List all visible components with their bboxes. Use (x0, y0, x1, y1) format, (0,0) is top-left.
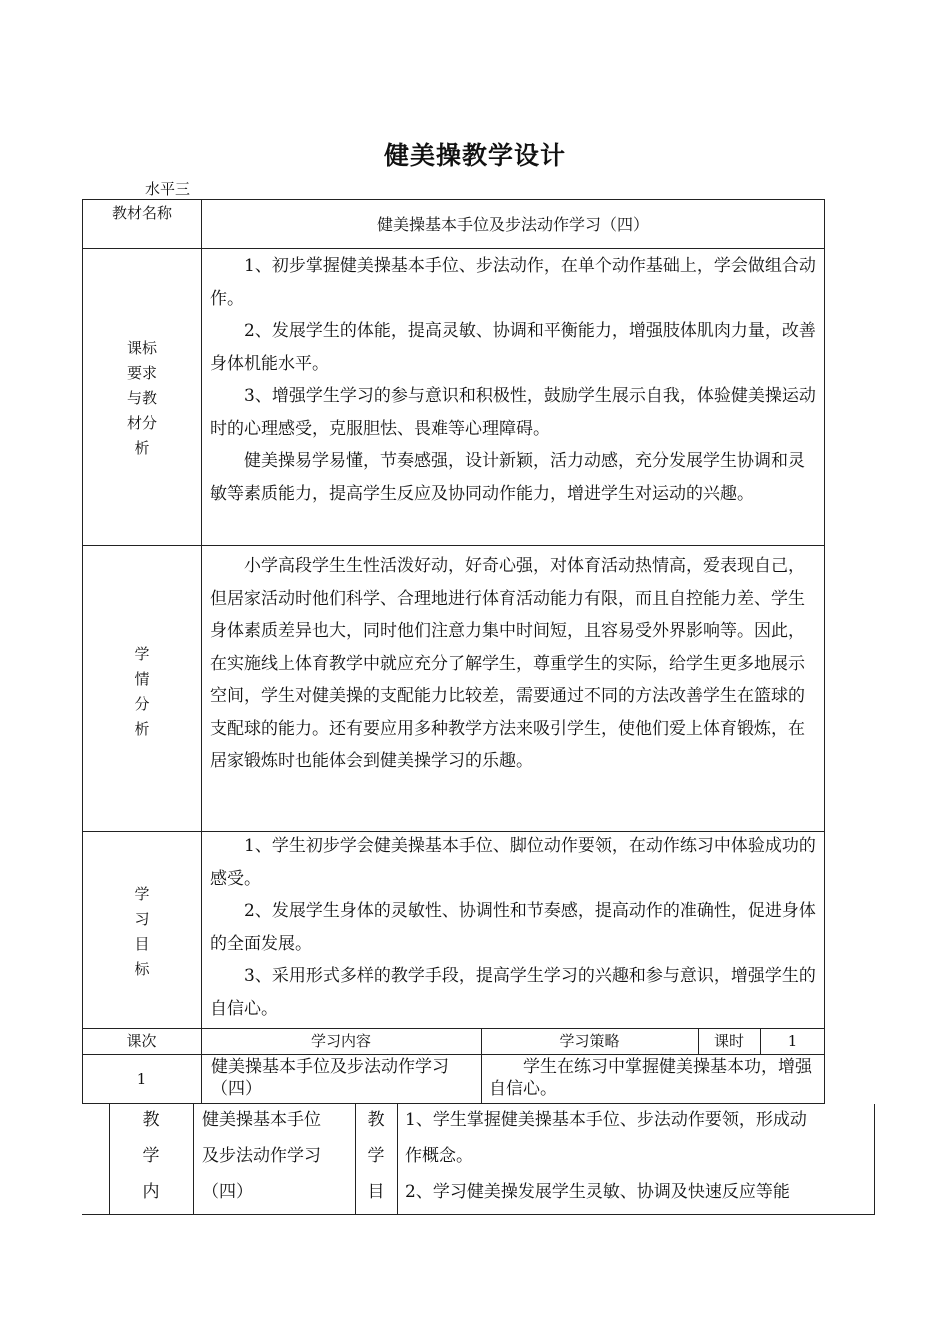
row-strategy: 学生在练习中掌握健美操基本功，增强自信心。 (489, 1057, 812, 1099)
goals-paragraph: 2、发展学生身体的灵敏性、协调性和节奏感，提高动作的准确性，促进身体的全面发展。 (210, 901, 816, 954)
content-line: （四） (202, 1182, 253, 1202)
material-value: 健美操基本手位及步法动作学习（四） (376, 215, 649, 234)
curriculum-paragraph: 健美操易学易懂，节奏感强，设计新颖，活力动感，充分发展学生协调和灵敏等素质能力，提高学生反应及协同动作能力，增进学生对运动的兴趣。 (210, 451, 805, 504)
material-label: 教材名称 (112, 204, 173, 222)
row-content: 健美操基本手位及步法动作学习（四） (211, 1057, 449, 1099)
curriculum-label: 课标要求与教材分析 (126, 339, 157, 457)
header-content: 学习内容 (310, 1032, 371, 1050)
teaching-content-label (109, 1102, 193, 1210)
goal-line: 1、学生掌握健美操基本手位、步法动作要领，形成动 (405, 1110, 807, 1130)
label-char: 内 (142, 1182, 160, 1202)
label-char: 教 (367, 1110, 385, 1130)
level-label: 水平三 (145, 180, 191, 198)
row-lesson: 1 (136, 1070, 147, 1088)
goals-label: 学习目标 (134, 885, 150, 978)
header-hours-value: 1 (787, 1032, 798, 1050)
curriculum-paragraph: 1、初步掌握健美操基本手位、步法动作，在单个动作基础上，学会做组合动作。 (210, 256, 816, 309)
header-hours: 课时 (713, 1032, 744, 1050)
students-content (210, 550, 817, 778)
curriculum-content (210, 250, 817, 510)
curriculum-paragraph: 3、增强学生学习的参与意识和积极性，鼓励学生展示自我，体验健美操运动时的心理感受，克服胆怯、畏难等心理障碍。 (210, 386, 816, 439)
teaching-goal (405, 1102, 873, 1210)
header-strategy: 学习策略 (559, 1032, 620, 1050)
label-char: 学 (142, 1146, 160, 1166)
content-line: 健美操基本手位 (202, 1110, 321, 1130)
students-label: 学情分析 (134, 645, 150, 738)
content-line: 及步法动作学习 (202, 1146, 321, 1166)
header-lesson: 课次 (126, 1032, 157, 1050)
label-char: 学 (367, 1146, 385, 1166)
goals-paragraph: 1、学生初步学会健美操基本手位、脚位动作要领，在动作练习中体验成功的感受。 (210, 836, 816, 889)
label-char: 目 (367, 1182, 385, 1202)
teaching-content (202, 1102, 352, 1210)
page-title: 健美操教学设计 (383, 141, 566, 170)
curriculum-paragraph: 2、发展学生的体能，提高灵敏、协调和平衡能力，增强肢体肌肉力量，改善身体机能水平。 (210, 321, 816, 374)
goal-line: 2、学习健美操发展学生灵敏、协调及快速反应等能 (405, 1182, 790, 1202)
students-paragraph: 小学高段学生生性活泼好动，好奇心强，对体育活动热情高，爱表现自己，但居家活动时他们科学、合理地进行体育活动能力有限，而且自控能力差、学生身体素质差异也大，同时他们注意力集中时间短，且容易受外界影响等。因此，在实施线上体育教学中就应充分了解学生，尊重学生的实际，给学生更多地展示空间，学生对健美操的支配能力比较差，需要通过不同的方法改善学生在篮球的支配球的能力。还有要应用多种教学方法来吸引学生，使他们爱上体育锻炼，在居家锻炼时也能体会到健美操学习的乐趣。 (210, 556, 805, 771)
label-char: 教 (142, 1110, 160, 1130)
goals-paragraph: 3、采用形式多样的教学手段，提高学生学习的兴趣和参与意识，增强学生的自信心。 (210, 966, 816, 1019)
goals-content (210, 830, 817, 1025)
teaching-goal-label (355, 1102, 397, 1210)
goal-line: 作概念。 (405, 1146, 473, 1166)
